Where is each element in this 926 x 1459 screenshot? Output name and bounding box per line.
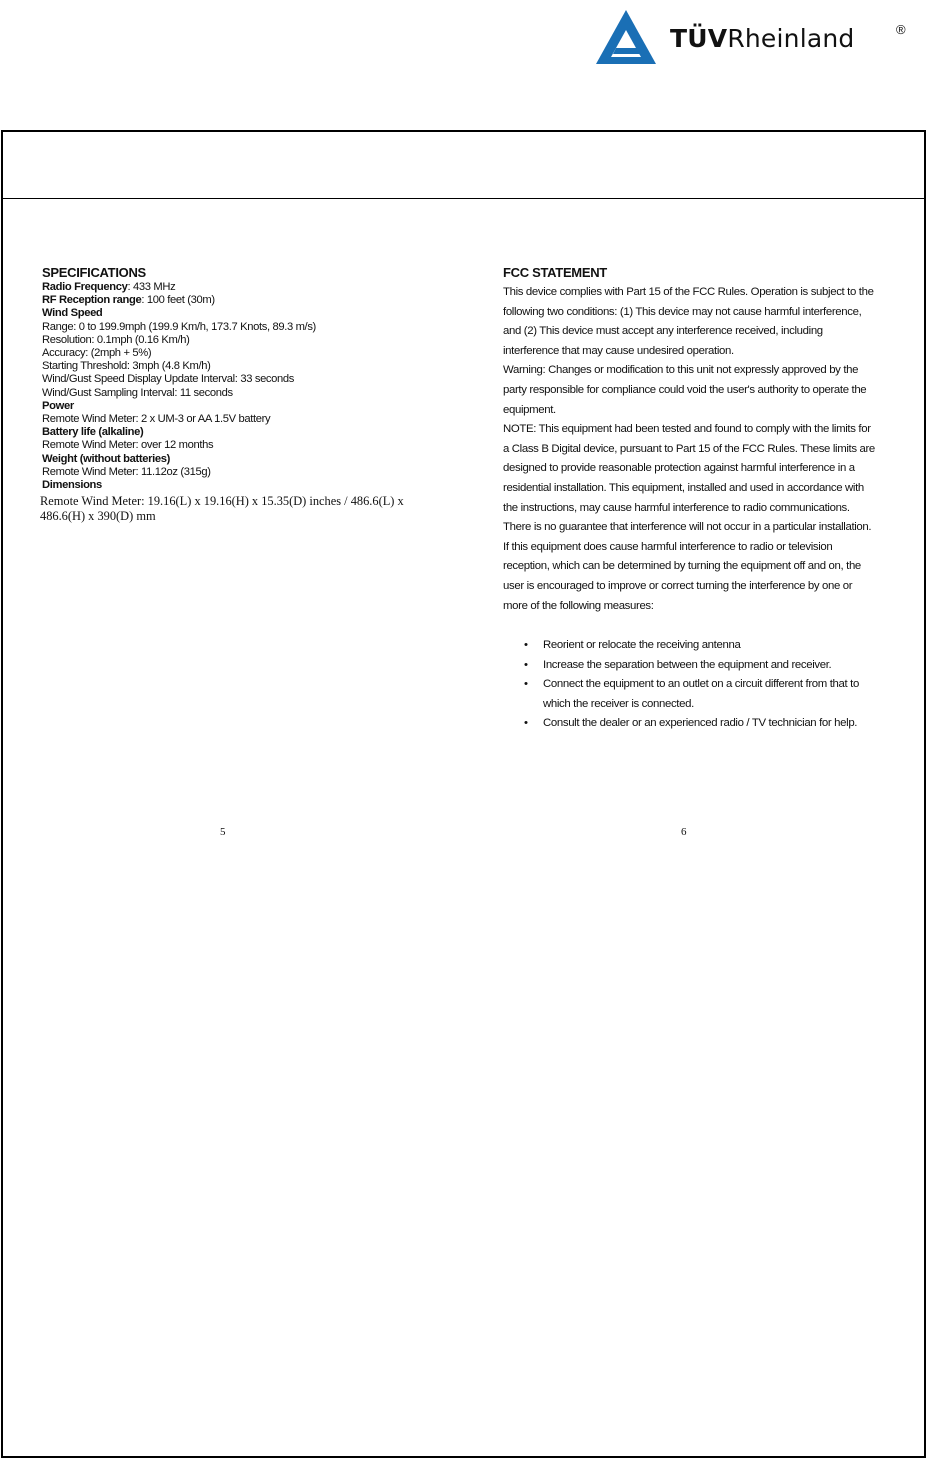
list-item-continuation: which the receiver is connected.	[543, 697, 694, 710]
list-item: • Reorient or relocate the receiving antenna	[503, 636, 895, 656]
dimensions-line: Remote Wind Meter: 19.16(L) x 19.16(H) x 15.35(D) inches / 486.6(L) x 486.6(H) x 390(D) mm	[40, 494, 404, 523]
brand-name: TÜVRheinland	[670, 24, 855, 53]
fcc-line: If this equipment does cause harmful interference to radio or television	[503, 540, 833, 553]
list-item: • Consult the dealer or an experienced radio / TV technician for help.	[503, 714, 895, 734]
fcc-line: more of the following measures:	[503, 599, 654, 612]
wind-speed-line: Range: 0 to 199.9mph (199.9 Km/h, 173.7 Knots, 89.3 m/s)	[42, 320, 316, 333]
bullet-icon: •	[524, 717, 528, 730]
specifications-heading: SPECIFICATIONS	[42, 265, 146, 280]
fcc-line: There is no guarantee that interference will not occur in a particular installation.	[503, 521, 872, 534]
wind-speed-line: Wind/Gust Sampling Interval: 11 seconds	[42, 386, 233, 399]
dimensions-heading: Dimensions	[42, 479, 102, 492]
wind-speed-line: Resolution: 0.1mph (0.16 Km/h)	[42, 333, 190, 346]
specifications-section	[42, 265, 442, 523]
wind-speed-heading: Wind Speed	[42, 307, 103, 320]
fcc-line: the instructions, may cause harmful interference to radio communications.	[503, 501, 850, 514]
fcc-line: designed to provide reasonable protection against harmful interference in a	[503, 462, 855, 475]
fcc-line: and (2) This device must accept any interference received, including	[503, 325, 823, 338]
fcc-heading: FCC STATEMENT	[503, 265, 607, 280]
tuv-triangle-logo-icon	[594, 8, 658, 66]
fcc-line: following two conditions: (1) This device may not cause harmful interference,	[503, 305, 862, 318]
weight-heading: Weight (without batteries)	[42, 452, 171, 465]
wind-speed-line: Accuracy: (2mph + 5%)	[42, 347, 152, 360]
fcc-line: user is encouraged to improve or correct turning the interference by one or	[503, 579, 853, 592]
tuv-rheinland-logo	[594, 8, 924, 66]
battery-line: Remote Wind Meter: over 12 months	[42, 439, 214, 452]
power-line: Remote Wind Meter: 2 x UM-3 or AA 1.5V battery	[42, 413, 271, 426]
fcc-line: NOTE: This equipment had been tested and found to comply with the limits for	[503, 423, 871, 436]
bullet-icon: •	[524, 639, 528, 652]
weight-line: Remote Wind Meter: 11.12oz (315g)	[42, 465, 211, 478]
measures-list	[503, 636, 895, 734]
fcc-line: equipment.	[503, 403, 556, 416]
bullet-icon: •	[524, 678, 528, 691]
radio-frequency-line: Radio Frequency: 433 MHz	[42, 281, 176, 293]
fcc-line: residential installation. This equipment, installed and used in accordance with	[503, 481, 864, 494]
fcc-line: reception, which can be determined by turning the equipment off and on, the	[503, 560, 861, 573]
fcc-line: Warning: Changes or modification to this unit not expressly approved by the	[503, 364, 859, 377]
battery-heading: Battery life (alkaline)	[42, 426, 144, 439]
wind-speed-line: Wind/Gust Speed Display Update Interval: 33 seconds	[42, 373, 295, 386]
bullet-icon: •	[524, 658, 528, 671]
list-item: • Increase the separation between the equipment and receiver.	[503, 656, 895, 676]
fcc-line: a Class B Digital device, pursuant to Part 15 of the FCC Rules. These limits are	[503, 442, 875, 455]
power-heading: Power	[42, 399, 74, 412]
rf-range-line: RF Reception range: 100 feet (30m)	[42, 294, 215, 307]
list-item: • Connect the equipment to an outlet on a circuit different from that to	[503, 675, 895, 695]
header-divider	[3, 198, 924, 199]
page-number-left: 5	[220, 826, 226, 838]
wind-speed-line: Starting Threshold: 3mph (4.8 Km/h)	[42, 360, 211, 373]
fcc-line: interference that may cause undesired operation.	[503, 344, 734, 357]
fcc-line: This device complies with Part 15 of the FCC Rules. Operation is subject to the	[503, 286, 874, 298]
page-number-right: 6	[681, 826, 687, 838]
fcc-line: party responsible for compliance could void the user's authority to operate the	[503, 383, 867, 396]
registered-mark: ®	[896, 22, 906, 37]
fcc-statement-section	[503, 265, 895, 734]
